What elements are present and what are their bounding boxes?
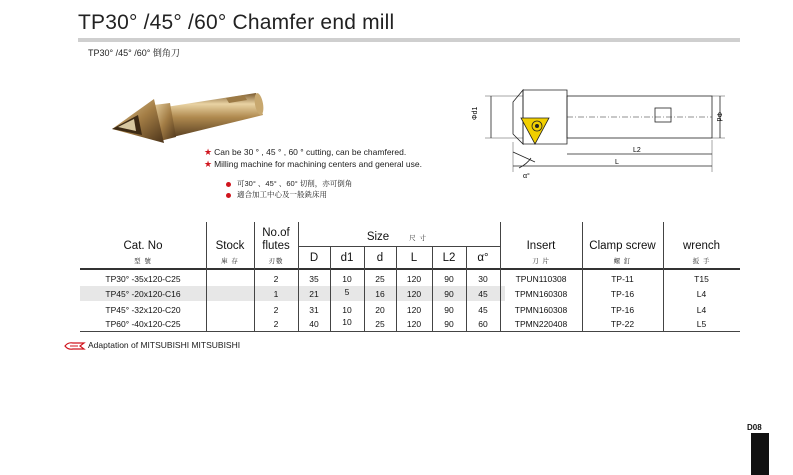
cell-wrench: L4 (696, 289, 707, 299)
label-alpha: α° (523, 173, 530, 180)
cell-L2: 90 (444, 319, 454, 329)
feature-en-1: ★ Can be 30 ° , 45 ° , 60 ° cutting, can be chamfered. (204, 147, 407, 157)
cell-d: 16 (375, 289, 385, 299)
col-header-L2: L2 (442, 252, 456, 264)
cell-clamp: TP-16 (610, 289, 635, 299)
page-subtitle: TP30° /45° /60° 倒角刀 (88, 48, 180, 58)
label-d1: Φd1 (472, 106, 479, 120)
cell-alpha: 45 (478, 289, 488, 299)
star-icon: ★ (204, 159, 213, 169)
cell-cat: TP45° -20x120-C16 (105, 289, 181, 299)
cell-D: 21 (309, 289, 319, 299)
col-header-clamp: Clamp screw (589, 240, 656, 252)
col-header-size-cn: 尺 寸 (409, 235, 427, 242)
cell-wrench: L4 (696, 305, 707, 315)
col-header-flutes-2: flutes (262, 240, 290, 252)
col-header-d: d (376, 252, 384, 264)
cell-wrench: T15 (694, 274, 709, 284)
cell-d1: 10 (342, 317, 352, 327)
cell-cat: TP30° -35x120-C25 (105, 274, 181, 284)
cell-clamp: TP-16 (610, 305, 635, 315)
footnote: Adaptation of MITSUBISHI MITSUBISHI (64, 340, 240, 351)
col-header-flutes-1: No.of (262, 227, 290, 239)
cell-clamp: TP-11 (611, 274, 634, 284)
col-header-alpha: α° (477, 252, 489, 264)
page-tab (751, 433, 769, 475)
feature-en-2: ★ Milling machine for machining centers and general use. (204, 159, 422, 169)
col-header-wrench: wrench (682, 240, 721, 252)
cell-wrench: L5 (696, 319, 707, 329)
col-header-insert: Insert (526, 240, 556, 252)
col-header-flutes-cn: 刃數 (268, 258, 284, 265)
col-header-cat-no-cn: 型 號 (134, 258, 152, 265)
cell-D: 40 (309, 319, 319, 329)
cell-clamp: TP-22 (610, 319, 635, 329)
cell-L2: 90 (444, 289, 454, 299)
cell-insert: TPMN160308 (514, 305, 568, 315)
label-d: Φd (715, 112, 722, 122)
cell-L2: 90 (444, 274, 454, 284)
title-divider (78, 38, 740, 42)
cell-insert: TPUN110308 (515, 274, 567, 284)
page-code: D08 (747, 423, 762, 432)
cell-insert: TPMN220408 (514, 319, 568, 329)
col-header-stock-cn: 庫 存 (221, 258, 239, 265)
cell-L: 120 (406, 319, 422, 329)
col-header-L: L (410, 252, 418, 264)
col-header-stock: Stock (215, 240, 245, 252)
col-header-cat-no: Cat. No (123, 240, 163, 252)
cell-flutes: 2 (273, 319, 279, 329)
cell-flutes: 2 (273, 305, 279, 315)
cell-d: 20 (375, 305, 385, 315)
cell-L: 120 (406, 305, 422, 315)
tool-photo (108, 85, 268, 150)
cell-d1: 5 (344, 287, 350, 297)
cell-flutes: 2 (273, 274, 279, 284)
feature-cn-1: 可30° 、45° 、60° 切削，亦可倒角 (226, 178, 352, 189)
cell-d1: 10 (342, 274, 352, 284)
cell-cat: TP45° -32x120-C20 (105, 305, 181, 315)
cell-flutes: 1 (273, 289, 279, 299)
star-icon: ★ (204, 147, 213, 157)
cell-d: 25 (375, 319, 385, 329)
col-header-insert-cn: 刀 片 (532, 258, 550, 265)
cell-D: 31 (309, 305, 319, 315)
col-header-size: Size (366, 231, 390, 243)
cell-L: 120 (406, 274, 422, 284)
col-header-clamp-cn: 螺 釘 (613, 258, 632, 265)
label-l: L (615, 159, 619, 166)
cell-cat: TP60° -40x120-C25 (105, 319, 181, 329)
col-header-wrench-cn: 扳 手 (692, 258, 711, 265)
cell-d: 25 (375, 274, 385, 284)
cell-L2: 90 (444, 305, 454, 315)
page-title: TP30° /45° /60° Chamfer end mill (78, 11, 395, 34)
cell-alpha: 60 (478, 319, 488, 329)
bullet-icon (226, 193, 231, 198)
cell-insert: TPMN160308 (514, 289, 568, 299)
pointer-arrow-icon (64, 341, 86, 351)
col-header-D: D (309, 252, 319, 264)
feature-cn-2: 適合加工中心及一般銑床用 (226, 189, 327, 200)
bullet-icon (226, 182, 231, 187)
cell-D: 35 (309, 274, 319, 284)
col-header-d1: d1 (340, 252, 354, 264)
cell-alpha: 30 (478, 274, 488, 284)
cell-d1: 10 (342, 305, 352, 315)
cell-L: 120 (406, 289, 422, 299)
label-l2: L2 (633, 147, 641, 154)
cell-alpha: 45 (478, 305, 488, 315)
technical-drawing (455, 82, 727, 182)
